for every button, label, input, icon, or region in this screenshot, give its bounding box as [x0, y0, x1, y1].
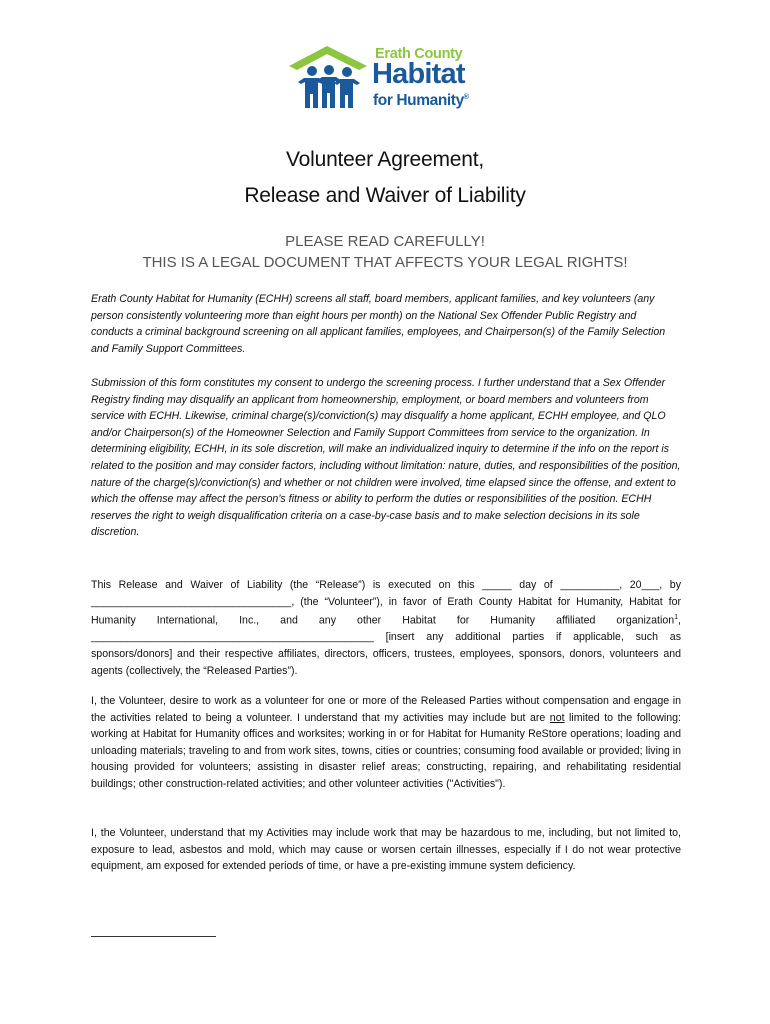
- title-line-2: Release and Waiver of Liability: [244, 184, 526, 207]
- warning-line-1: PLEASE READ CAREFULLY!: [285, 233, 485, 250]
- logo-habitat-text: Habitat: [372, 58, 465, 90]
- warning-line-2: THIS IS A LEGAL DOCUMENT THAT AFFECTS YOUR LEGAL RIGHTS!: [142, 254, 628, 271]
- volunteer-desire-paragraph: I, the Volunteer, desire to work as a volunteer for one or more of the Released Parties without compensation and engage in the activities related to being a volunteer. I understand that my activities may include but are not limited to the following: working at Habitat for Humanity offices and worksites; working in or for Habitat for Humanity ReStore operations; loading and unloading materials; traveling to and from work sites, towns, cities or countries; consuming food available or provided; living in housing provided for volunteers; assisting in disaster relief areas; constructing, repairing, and rehabilitating residential buildings; other construction-related activities; and other volunteer activities ("Activities").: [91, 695, 681, 790]
- footnote-marker: 1: [674, 614, 679, 622]
- screening-paragraph: Erath County Habitat for Humanity (ECHH) screens all staff, board members, applicant families, and key volunteers (any person consistently volunteering more than eight hours per month) on the National Sex Offender Public Registry and conducts a criminal background screening on all applicant families, employees, and Chairperson(s) of the Family Selection and Family Support Committees.: [91, 293, 666, 355]
- logo-county-text: Erath County: [375, 46, 463, 62]
- footnote-divider: [91, 936, 216, 937]
- logo-humanity-text: for Humanity®: [373, 92, 469, 109]
- title-line-1: Volunteer Agreement,: [286, 148, 484, 171]
- hazard-paragraph: I, the Volunteer, understand that my Activities may include work that may be hazardous to me, including, but not limited to, exposure to lead, asbestos and mold, which may cause or worsen certain illnesses, especially if I do not wear protective equipment, am exposed for extended periods of time, or have a pre-existing immune system deficiency.: [91, 827, 681, 873]
- release-paragraph: This Release and Waiver of Liability (the “Release”) is executed on this _____ day of __________, 20___, by __________________________________, (the “Volunteer”), in favor of Erath County Habitat for Humanity, Habitat for Humanity International, Inc., and any other Habitat for Humanity affiliated organization$^1$, ________________________________________________ [insert any additional parties if applicable, such as sponsors/donors] and their respective affiliates, directors, officers, trustees, employees, sponsors, donors, volunteers and agents (collectively, the “Released Parties”).: [91, 579, 681, 677]
- habitat-logo: [289, 44, 489, 114]
- consent-paragraph: Submission of this form constitutes my consent to undergo the screening process. I further understand that a Sex Offender Registry finding may disqualify an applicant from homeownership, employment, or board members and volunteers from service with ECHH. Likewise, criminal charge(s)/conviction(s) may disqualify a home applicant, ECHH employee, and QLO and/or Chairperson(s) of the Homeowner Selection and Family Support Committees from service to the organization. In determining eligibility, ECHH, in its sole discretion, will make an individualized inquiry to determine if the info on the report is related to the position and may consider factors, including without limitation: nature, duties, and responsibilities of the position, nature of the charge(s)/conviction(s) and whether or not children were involved, time elapsed since the offense, and extent to which the offense may affect the person’s fitness or ability to perform the duties or responsibilities of the position. ECHH reserves the right to weigh disqualification criteria on a case-by-case basis and to make selection decisions in its sole discretion.: [91, 377, 681, 539]
- house-people-icon: [289, 44, 373, 114]
